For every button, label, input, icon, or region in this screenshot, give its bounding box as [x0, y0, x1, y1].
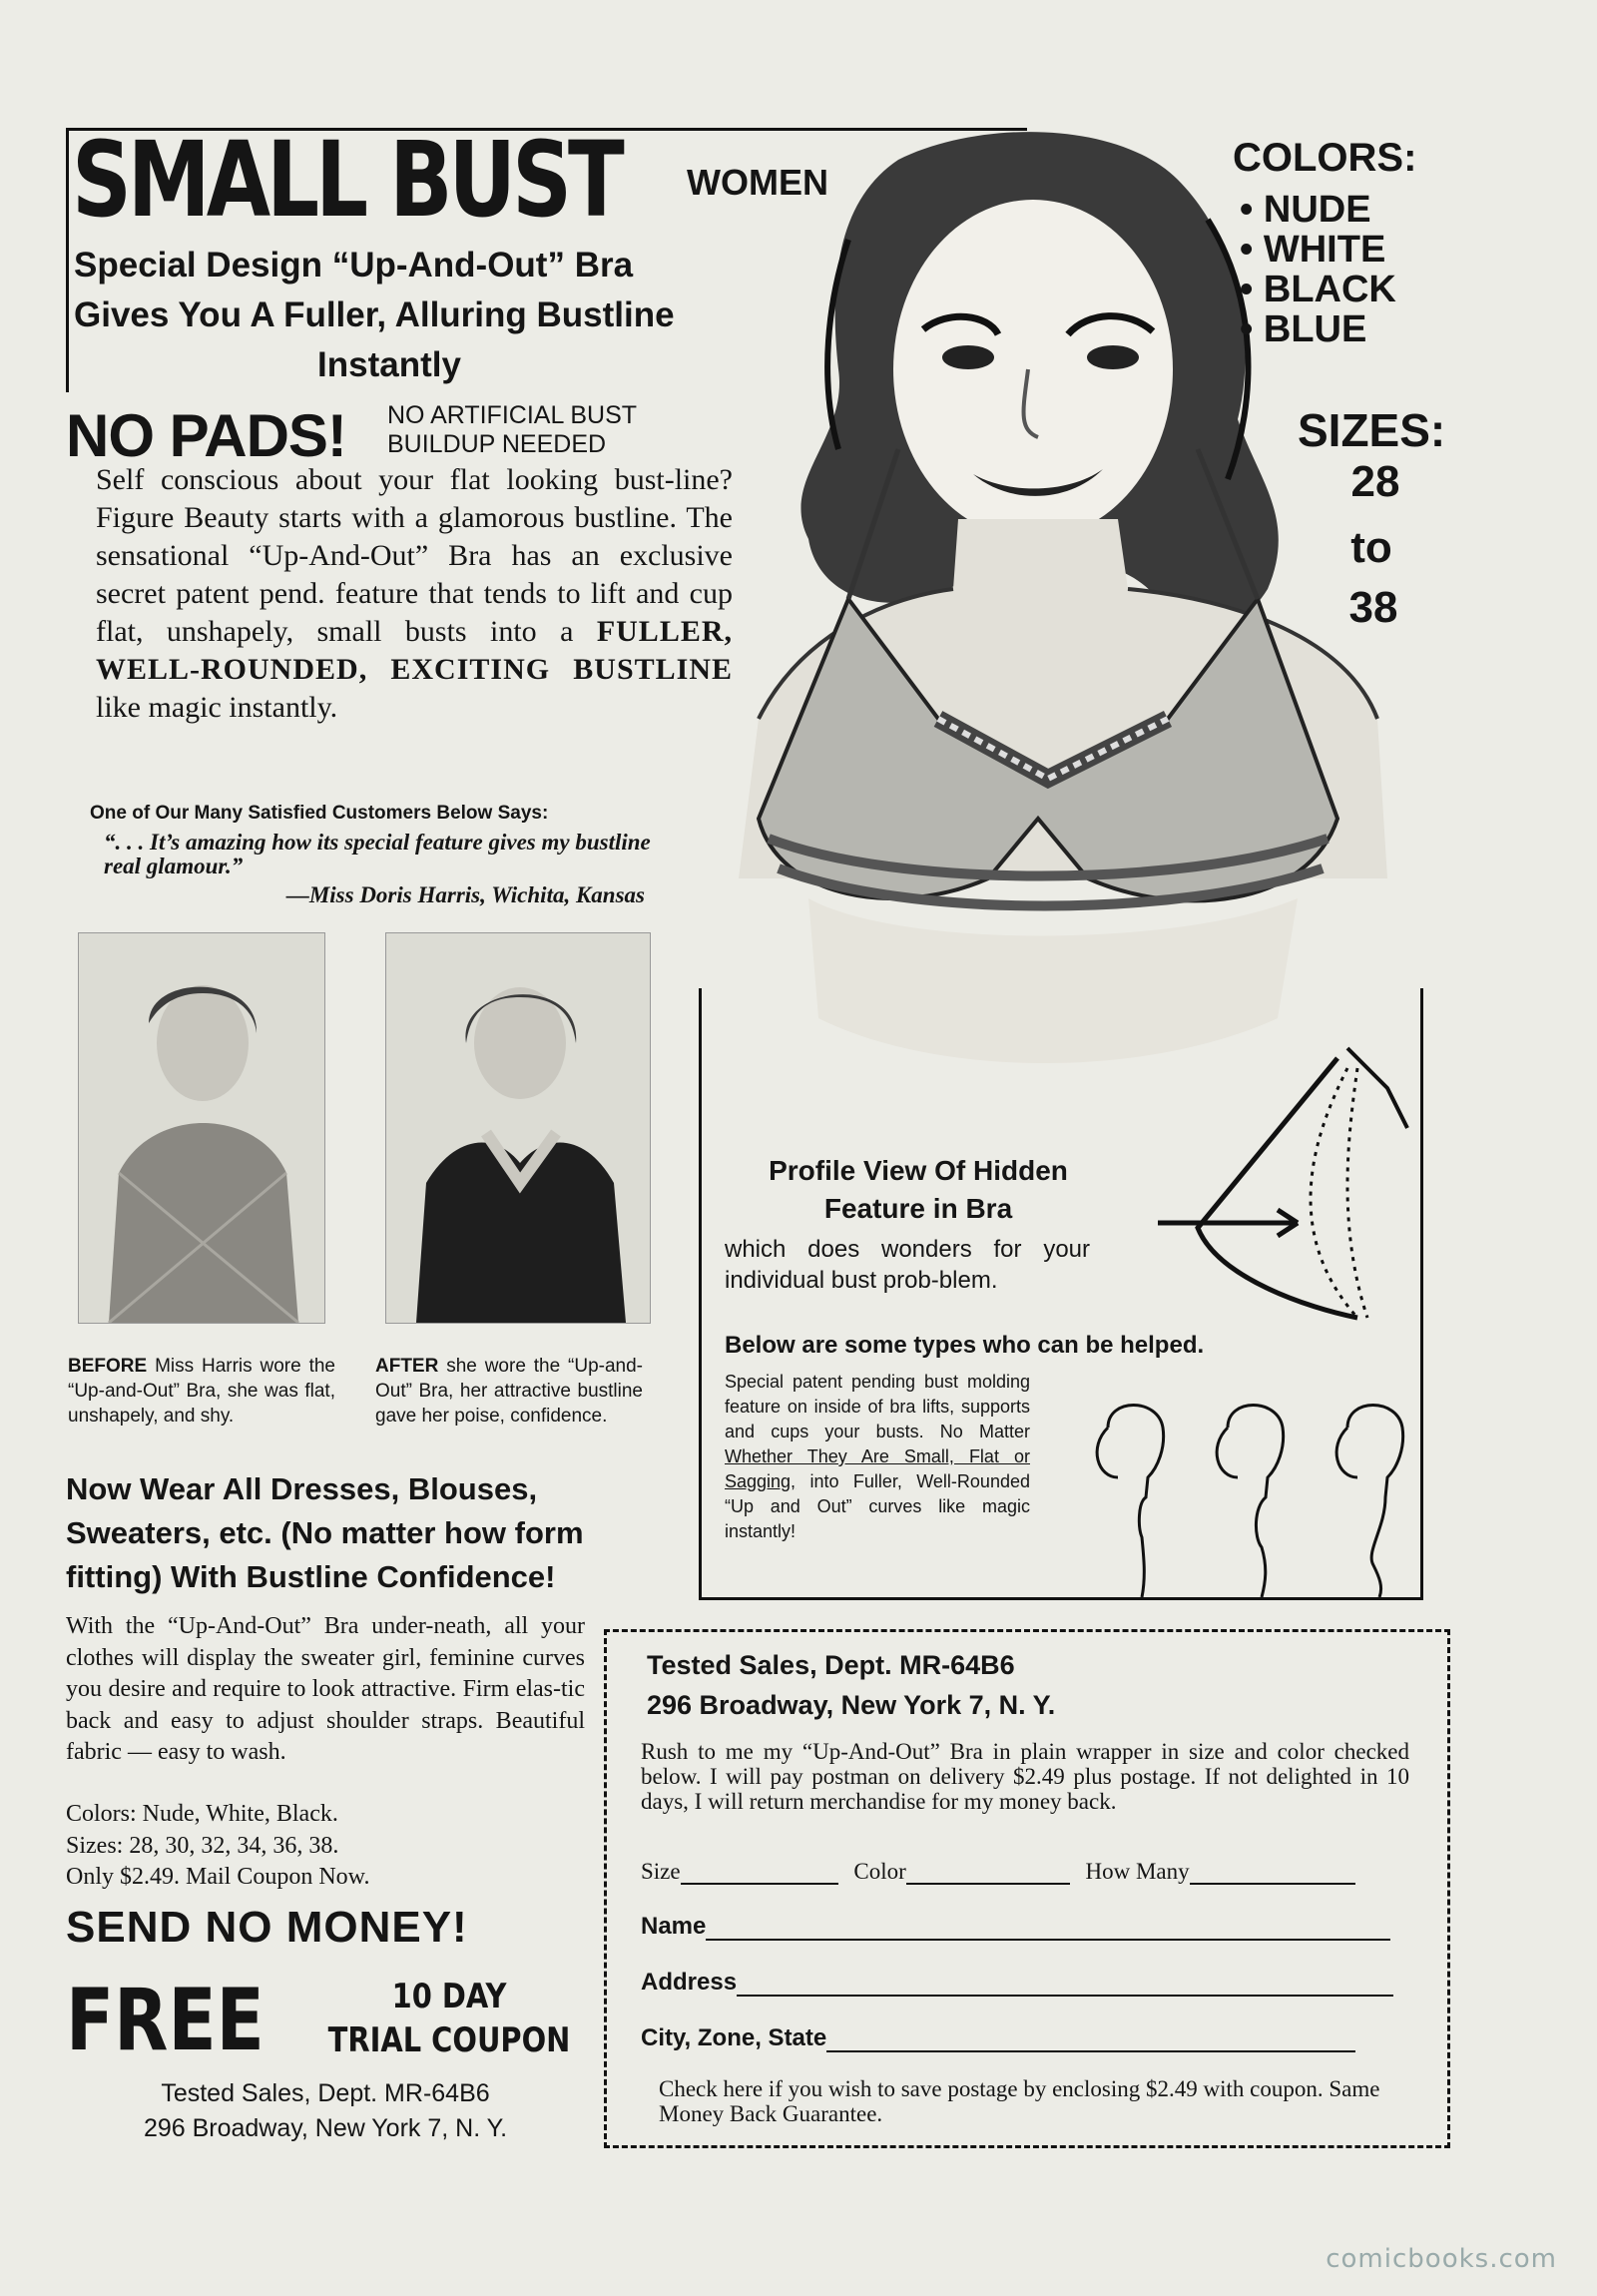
types-text-1: Special patent pending bust molding feature on inside of bra lifts, supports and cups your busts. No Matter [725, 1372, 1030, 1441]
size-from: 28 [1350, 457, 1400, 506]
coupon-address-1: Tested Sales, Dept. MR-64B6 [647, 1650, 1015, 1680]
types-text [725, 1370, 1030, 1544]
intro-text-1: Self conscious about your flat looking bust-line? Figure Beauty starts with a glamorous bustline. The sensational “Up-And-Out” Bra has an exclusive secret patent pend. feature that tends to lift and cup flat, unshapely, small busts into a [96, 463, 733, 648]
profile-title-2: Feature in Bra [823, 1193, 1013, 1224]
colors-heading: COLORS: [1233, 136, 1417, 180]
headline-sub-1: Special Design “Up-And-Out” Bra [74, 246, 634, 285]
colors-list [1240, 190, 1396, 349]
coupon-address-2: 296 Broadway, New York 7, N. Y. [647, 1690, 1056, 1720]
intro-text-2: like magic instantly. [96, 691, 338, 724]
after-photo [385, 932, 651, 1324]
headline-sub-3: Instantly [317, 345, 461, 384]
size-to-word: to [1350, 523, 1392, 572]
no-pads-heading: NO PADS! [66, 402, 346, 469]
testimonial-quote: “. . . It’s amazing how its special feature gives my bustline real glamour.” [104, 830, 651, 878]
coupon-row-address [641, 1969, 1409, 1997]
color-item: • WHITE [1240, 229, 1386, 271]
coupon-row-name [641, 1913, 1409, 1941]
wear-colors-line: Colors: Nude, White, Black. [66, 1801, 338, 1827]
after-text: she wore the “Up-and-Out” Bra, her attractive bustline gave her poise, confidence. [375, 1356, 643, 1427]
wear-text: With the “Up-And-Out” Bra under-neath, all your clothes will display the sweater girl, feminine curves you desire and require to look attractive. Firm elas-tic back and easy to adjust shoulder straps. Beautiful fabric — easy to wash. [66, 1613, 585, 1765]
headline-sub-2: Gives You A Fuller, Alluring Bustline [74, 295, 675, 334]
body-types-silhouettes [1068, 1388, 1427, 1597]
address-field[interactable] [737, 1975, 1393, 1997]
color-item: • BLUE [1240, 308, 1367, 350]
types-heading: Below are some types who can be helped. [725, 1332, 1205, 1359]
coupon-text: Rush to me my “Up-And-Out” Bra in plain wrapper in size and color checked below. I will pay postman on delivery $2.49 plus postage. If not delighted in 10 days, I will return merchandise for my money back. [641, 1739, 1409, 1814]
color-item: • BLACK [1240, 269, 1396, 310]
coupon-address [647, 1645, 1055, 1725]
after-caption [375, 1354, 643, 1429]
send-address [66, 2076, 585, 2146]
send-address-2: 296 Broadway, New York 7, N. Y. [143, 2114, 508, 2142]
wear-body [66, 1611, 585, 1769]
color-field-label: Color [853, 1859, 906, 1884]
types-text-2: into Fuller, Well-Rounded “Up and Out” curves like magic instantly! [725, 1471, 1030, 1541]
coupon-row-city [641, 2024, 1409, 2052]
color-item: • NUDE [1240, 189, 1371, 231]
profile-text: which does wonders for your individual bust prob-blem. [725, 1236, 1090, 1294]
profile-title [699, 1152, 1138, 1228]
wear-sizes-line: Sizes: 28, 30, 32, 34, 36, 38. [66, 1832, 339, 1859]
address-field-label: Address [641, 1969, 738, 1996]
before-text: Miss Harris wore the “Up-and-Out” Bra, she was flat, unshapely, and shy. [68, 1356, 335, 1427]
name-field[interactable] [706, 1919, 1390, 1941]
coupon-footer: Check here if you wish to save postage by enclosing $2.49 with coupon. Same Money Back Guarantee. [659, 2076, 1380, 2126]
color-field[interactable] [906, 1863, 1070, 1885]
testimonial-author: —Miss Doris Harris, Wichita, Kansas [285, 882, 645, 907]
coupon-row-size [641, 1859, 1409, 1885]
before-caption [68, 1354, 335, 1429]
how-many-field[interactable] [1190, 1863, 1355, 1885]
profile-title-1: Profile View Of Hidden [769, 1155, 1068, 1186]
trial-line-1: 10 DAY [391, 1977, 507, 2016]
free-label: FREE [66, 1971, 265, 2070]
trial-coupon [322, 1975, 577, 2062]
after-label: AFTER [375, 1356, 439, 1377]
trial-line-2: TRIAL COUPON [327, 2020, 571, 2060]
headline-women: WOMEN [687, 162, 828, 203]
before-photo [78, 932, 325, 1324]
headline-title: SMALL BUST [72, 119, 621, 241]
size-field-label: Size [641, 1859, 681, 1884]
bra-profile-diagram [1158, 1028, 1417, 1328]
no-pads-sub-2: BUILDUP NEEDED [387, 430, 607, 458]
wear-heading: Now Wear All Dresses, Blouses, Sweaters, etc. (No matter how form fitting) With Bustline Confidence! [66, 1471, 584, 1594]
testimonial-lead: One of Our Many Satisfied Customers Below Says: [90, 803, 549, 824]
no-pads-subheading [387, 401, 637, 459]
intro-body [96, 461, 733, 727]
how-many-field-label: How Many [1085, 1859, 1190, 1884]
wear-details [66, 1799, 369, 1894]
before-label: BEFORE [68, 1356, 148, 1377]
intro-emphasis: FULLER, WELL-ROUNDED, EXCITING BUSTLINE [96, 615, 733, 686]
sizes-heading: SIZES: [1298, 404, 1446, 456]
city-field-label: City, Zone, State [641, 2024, 827, 2051]
watermark: comicbooks.com [1326, 2244, 1557, 2274]
no-pads-sub-1: NO ARTIFICIAL BUST [387, 401, 638, 429]
send-address-1: Tested Sales, Dept. MR-64B6 [161, 2079, 490, 2107]
send-no-money: SEND NO MONEY! [66, 1903, 468, 1952]
types-underlined: Whether They Are Small, Flat or Sagging, [725, 1446, 1030, 1491]
wear-price-line: Only $2.49. Mail Coupon Now. [66, 1864, 370, 1890]
name-field-label: Name [641, 1913, 707, 1940]
city-field[interactable] [826, 2030, 1355, 2052]
size-field[interactable] [681, 1863, 838, 1885]
size-to: 38 [1348, 583, 1398, 632]
